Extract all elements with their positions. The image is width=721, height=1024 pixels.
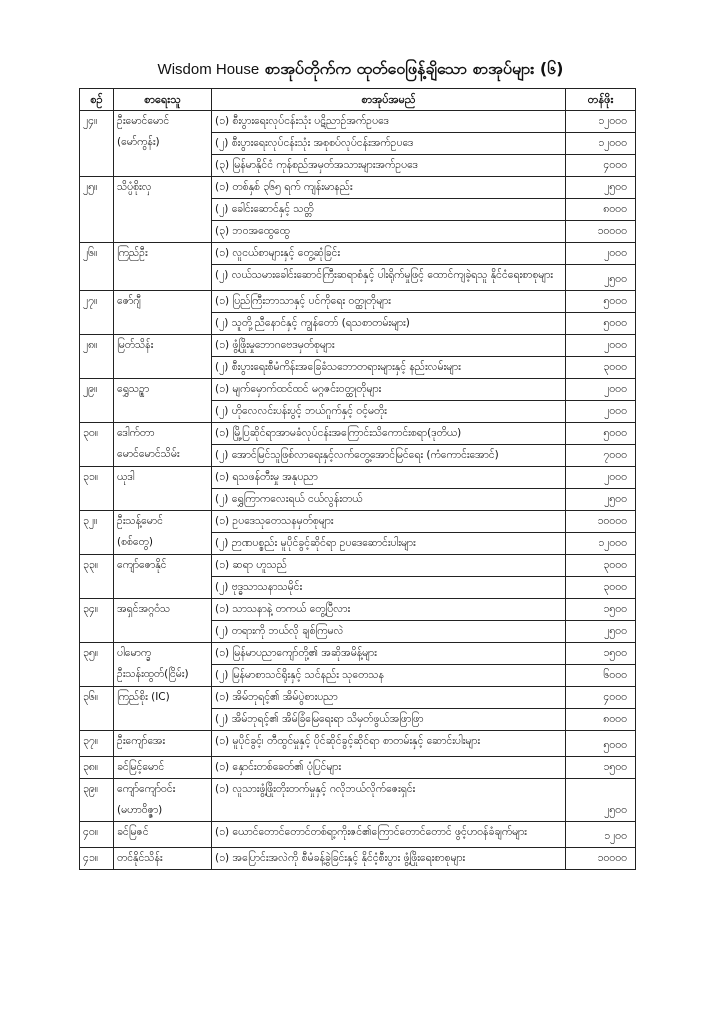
- author-name: ရွှေသဥ္စာ: [114, 379, 212, 423]
- book-title: (၃) ဘဝအထွေထွေ: [212, 221, 566, 243]
- author-name: မြတ်သိန်း: [114, 335, 212, 379]
- author-name: ကြည်စိုး (IC): [114, 687, 212, 731]
- book-title: (၁) အပြောင်းအလဲကို စီမံခန့်ခွဲခြင်းနှင့် နိုင်ငံ့စီးပွား ဖွံ့ဖြိုးရေးစာစုများ: [212, 848, 566, 870]
- book-title: (၁) မူပိုင်ခွင့်၊ တီထွင်မှုနှင့် ပိုင်ဆိုင်ခွင့်ဆိုင်ရာ စာတမ်းနှင့် ဆောင်းပါးများ: [212, 731, 566, 757]
- header-author: စာရေးသူ: [114, 89, 212, 111]
- book-title: (၂) စီးပွားရေးစီမံကိန်းအခြေခံသဘောတရားများနှင့် နည်းလမ်းများ: [212, 357, 566, 379]
- book-title: (၁) သာသနာနဲ့ တကယ် တွေ့ပြီလား: [212, 599, 566, 621]
- entry-number: ၃၃။: [80, 555, 114, 599]
- book-title: (၂) အိမ်ဘုရင့်၏ အိမ်ခြံမြေရေးရာ သိမှတ်ဖွယ်အဖြာဖြာ: [212, 709, 566, 731]
- book-title: (၂) ဉာဏပစ္စည်း မူပိုင်ခွင့်ဆိုင်ရာ ဥပဒေဆောင်းပါးများ: [212, 533, 566, 555]
- table-header-row: [80, 89, 636, 111]
- entry-number: ၃၀။: [80, 423, 114, 467]
- table-row: [80, 757, 636, 779]
- author-name: သိပ္ပံစိုးလှ: [114, 177, 212, 243]
- book-title: (၁) လူသားဖွံ့ဖြိုးတိုးတက်မှုနှင့် ဂလိုဘယ်လိုက်ဇေးရှင်း: [212, 779, 566, 822]
- table-row: [80, 555, 636, 577]
- header-no: စဉ်: [80, 89, 114, 111]
- author-name: ခင်မြဇင်: [114, 822, 212, 848]
- book-price: ၇၀၀၀: [566, 445, 636, 467]
- book-price: ၂၅၀၀: [566, 177, 636, 199]
- author-name: ဇော်ဂျီ: [114, 291, 212, 335]
- entry-number: ၂၄။: [80, 111, 114, 177]
- book-title: (၁) လူငယ်စာများနှင့် တွေ့ဆုံခြင်း: [212, 243, 566, 265]
- table-row: [80, 822, 636, 848]
- book-title: (၁) ရသဖန်တီးမှု အနုပညာ: [212, 467, 566, 489]
- book-price: ၁၀၀၀၀: [566, 848, 636, 870]
- book-price: ၂၀၀၀: [566, 467, 636, 489]
- book-list-table: [79, 88, 636, 870]
- table-row: [80, 335, 636, 357]
- entry-number: ၃၂။: [80, 511, 114, 555]
- header-book: စာအုပ်အမည်: [212, 89, 566, 111]
- author-name: ကျော်ကျော်ဝင်း (မဟာဝိဇ္ဇာ): [114, 779, 212, 822]
- book-price: ၁၂၀၀၀: [566, 533, 636, 555]
- book-price: ၂၅၀၀: [566, 779, 636, 822]
- book-title: (၁) ဥပဒေသုတေသနမှတ်စုများ: [212, 511, 566, 533]
- book-price: ၂၅၀၀: [566, 621, 636, 643]
- book-title: (၂) ရွှေကြာကလေးရယ် ငယ်လွန်းတယ်: [212, 489, 566, 511]
- entry-number: ၂၆။: [80, 243, 114, 291]
- book-title: (၁) မျက်မှောက်ထင်ထင် မဂ္ဂဇင်းဝတ္ထုတိုများ: [212, 379, 566, 401]
- book-price: ၂၅၀၀: [566, 489, 636, 511]
- book-price: ၁၂၀၀: [566, 822, 636, 848]
- book-price: ၁၀၀၀၀: [566, 221, 636, 243]
- table-row: [80, 177, 636, 199]
- book-price: ၁၂၀၀၀: [566, 111, 636, 133]
- table-row: [80, 511, 636, 533]
- book-price: ၂၅၀၀: [566, 265, 636, 291]
- book-title: (၂) ဟိုလေလင်းပန်းပွင့် ဘယ်ဂူက်နှင့် ဝင့်မတိုး: [212, 401, 566, 423]
- author-name: ကြည်ဦး: [114, 243, 212, 291]
- book-title: (၁) ဖွံ့ဖြိုးမှုဘောဂဗေဒမှတ်စုများ: [212, 335, 566, 357]
- author-name: ဦးမောင်မောင် (မော်ကွန်း): [114, 111, 212, 177]
- author-name: ဒေါက်တာ မောင်မောင်သိမ်း: [114, 423, 212, 467]
- book-price: ၆၀၀၀: [566, 665, 636, 687]
- author-name: ဦးကျော်အေး: [114, 731, 212, 757]
- book-price: ၅၀၀၀: [566, 291, 636, 313]
- book-price: ၃၀၀၀: [566, 577, 636, 599]
- table-row: [80, 599, 636, 621]
- book-price: ၂၀၀၀: [566, 335, 636, 357]
- book-price: ၅၀၀၀: [566, 731, 636, 757]
- author-name: ဦးသန့်မောင် (စစ်တွေ): [114, 511, 212, 555]
- author-name: ပါမောက္ခ ဦးသန်းထွတ်(ငြိမ်း): [114, 643, 212, 687]
- title-heading: စာအုပ်တိုက်က ထုတ်ဝေဖြန့်ချိသော စာအုပ်များ (၆): [264, 59, 564, 78]
- book-title: (၁) မြန်မာပညာကျော်တို့၏ အဆိုအမိန့်များ: [212, 643, 566, 665]
- author-name: အရှင်အဂ္ဂဝံသ: [114, 599, 212, 643]
- table-row: [80, 379, 636, 401]
- book-price: ၃၀၀၀: [566, 555, 636, 577]
- book-title: (၁) မြို့ပြဆိုင်ရာအာမခံလုပ်ငန်းအကြောင်းသိကောင်းစရာ(ဒုတိယ): [212, 423, 566, 445]
- table-row: [80, 643, 636, 665]
- author-name: ခင်မြင့်မောင်: [114, 757, 212, 779]
- author-name: တင်နိုင်သိန်း: [114, 848, 212, 870]
- header-price: တန်ဖိုး: [566, 89, 636, 111]
- table-row: [80, 467, 636, 489]
- book-title: (၁) ယောင်တောင်တောင်တစ်ရာ့ကိုးဇင်၏ကြောင်တောင်တောင် ဖွင့်ဟဝန်ခံချက်များ: [212, 822, 566, 848]
- book-price: ၅၀၀၀: [566, 423, 636, 445]
- table-row: [80, 291, 636, 313]
- entry-number: ၃၈။: [80, 757, 114, 779]
- entry-number: ၂၇။: [80, 291, 114, 335]
- entry-number: ၂၉။: [80, 379, 114, 423]
- entry-number: ၃၉။: [80, 779, 114, 822]
- entry-number: ၃၆။: [80, 687, 114, 731]
- book-title: (၂) မြန်မာစာသင်ရိုးနှင့် သင်နည်း သုတေသန: [212, 665, 566, 687]
- table-row: [80, 687, 636, 709]
- book-title: (၂) သူတို့ညီနောင်နှင့် ကျွန်တော် (ရသစာတမ်းများ): [212, 313, 566, 335]
- page-title: [0, 58, 721, 82]
- book-title: (၁) အိမ်ဘုရင့်၏ အိမ်ပွဲစားပညာ: [212, 687, 566, 709]
- publisher-name: Wisdom House: [157, 61, 260, 78]
- book-price: ၂၀၀၀: [566, 379, 636, 401]
- table-row: [80, 111, 636, 133]
- book-title: (၂) အောင်မြင်သူဖြစ်လာရေးနှင့်လက်တွေ့အောင်မြင်ရေး (ကံကောင်းအောင်): [212, 445, 566, 467]
- book-title: (၂) စီးပွားရေးလုပ်ငန်းသုံး အစုစပ်လုပ်ငန်းအက်ဥပဒေ: [212, 133, 566, 155]
- table-row: [80, 423, 636, 445]
- book-price: ၁၅၀၀: [566, 643, 636, 665]
- table-row: [80, 243, 636, 265]
- book-title: (၁) ဆရာ ဟူသည်: [212, 555, 566, 577]
- entry-number: ၃၁။: [80, 467, 114, 511]
- book-price: ၂၀၀၀: [566, 243, 636, 265]
- book-title: (၁) စီးပွားရေးလုပ်ငန်းသုံး ပဋိညာဉ်အက်ဥပဒေ: [212, 111, 566, 133]
- book-title: (၂) ဗုဒ္ဓသာသနာသမိုင်း: [212, 577, 566, 599]
- author-name: ကျော်ဇောနိုင်: [114, 555, 212, 599]
- book-price: ၂၀၀၀: [566, 401, 636, 423]
- book-title: (၁) ပြည်ကြီးဘာသာနှင့် ပင်ကိုရေး ဝတ္ထုတိုများ: [212, 291, 566, 313]
- entry-number: ၂၅။: [80, 177, 114, 243]
- entry-number: ၄၀။: [80, 822, 114, 848]
- author-name: ယုဒါ: [114, 467, 212, 511]
- book-title: (၂) တရားကို ဘယ်လို ချစ်ကြမလဲ: [212, 621, 566, 643]
- book-title: (၃) မြန်မာနိုင်ငံ ကုန်စည်အမှတ်အသားများအက်ဥပဒေ: [212, 155, 566, 177]
- entry-number: ၂၈။: [80, 335, 114, 379]
- entry-number: ၃၄။: [80, 599, 114, 643]
- entry-number: ၃၇။: [80, 731, 114, 757]
- book-price: ၁၅၀၀: [566, 757, 636, 779]
- book-price: ၄၀၀၀: [566, 687, 636, 709]
- book-price: ၁၅၀၀: [566, 599, 636, 621]
- table-row: [80, 848, 636, 870]
- entry-number: ၃၅။: [80, 643, 114, 687]
- table-row: [80, 779, 636, 822]
- book-price: ၈၀၀၀: [566, 709, 636, 731]
- table-body: [80, 111, 636, 870]
- book-price: ၃၀၀၀: [566, 357, 636, 379]
- book-title: (၂) လယ်သမားခေါင်းဆောင်ကြီးဆရာစံနှင့် ပါးရိုက်မှုဖြင့် ထောင်ကျခဲ့ရသူ နိုင်ငံရေးစာစုများ: [212, 265, 566, 291]
- book-title: (၂) ခေါင်းဆောင်နှင့် သတ္တိ: [212, 199, 566, 221]
- table-row: [80, 731, 636, 757]
- book-price: ၅၀၀၀: [566, 313, 636, 335]
- book-price: ၁၀၀၀၀: [566, 511, 636, 533]
- book-price: ၄၀၀၀: [566, 155, 636, 177]
- book-title: (၁) တစ်နှစ် ၃၆၅ ရက် ကျန်းမာနည်း: [212, 177, 566, 199]
- entry-number: ၄၁။: [80, 848, 114, 870]
- book-price: ၈၀၀၀: [566, 199, 636, 221]
- book-title: (၁) နှောင်းတစ်ခေတ်၏ ပုံပြင်များ: [212, 757, 566, 779]
- book-price: ၁၂၀၀၀: [566, 133, 636, 155]
